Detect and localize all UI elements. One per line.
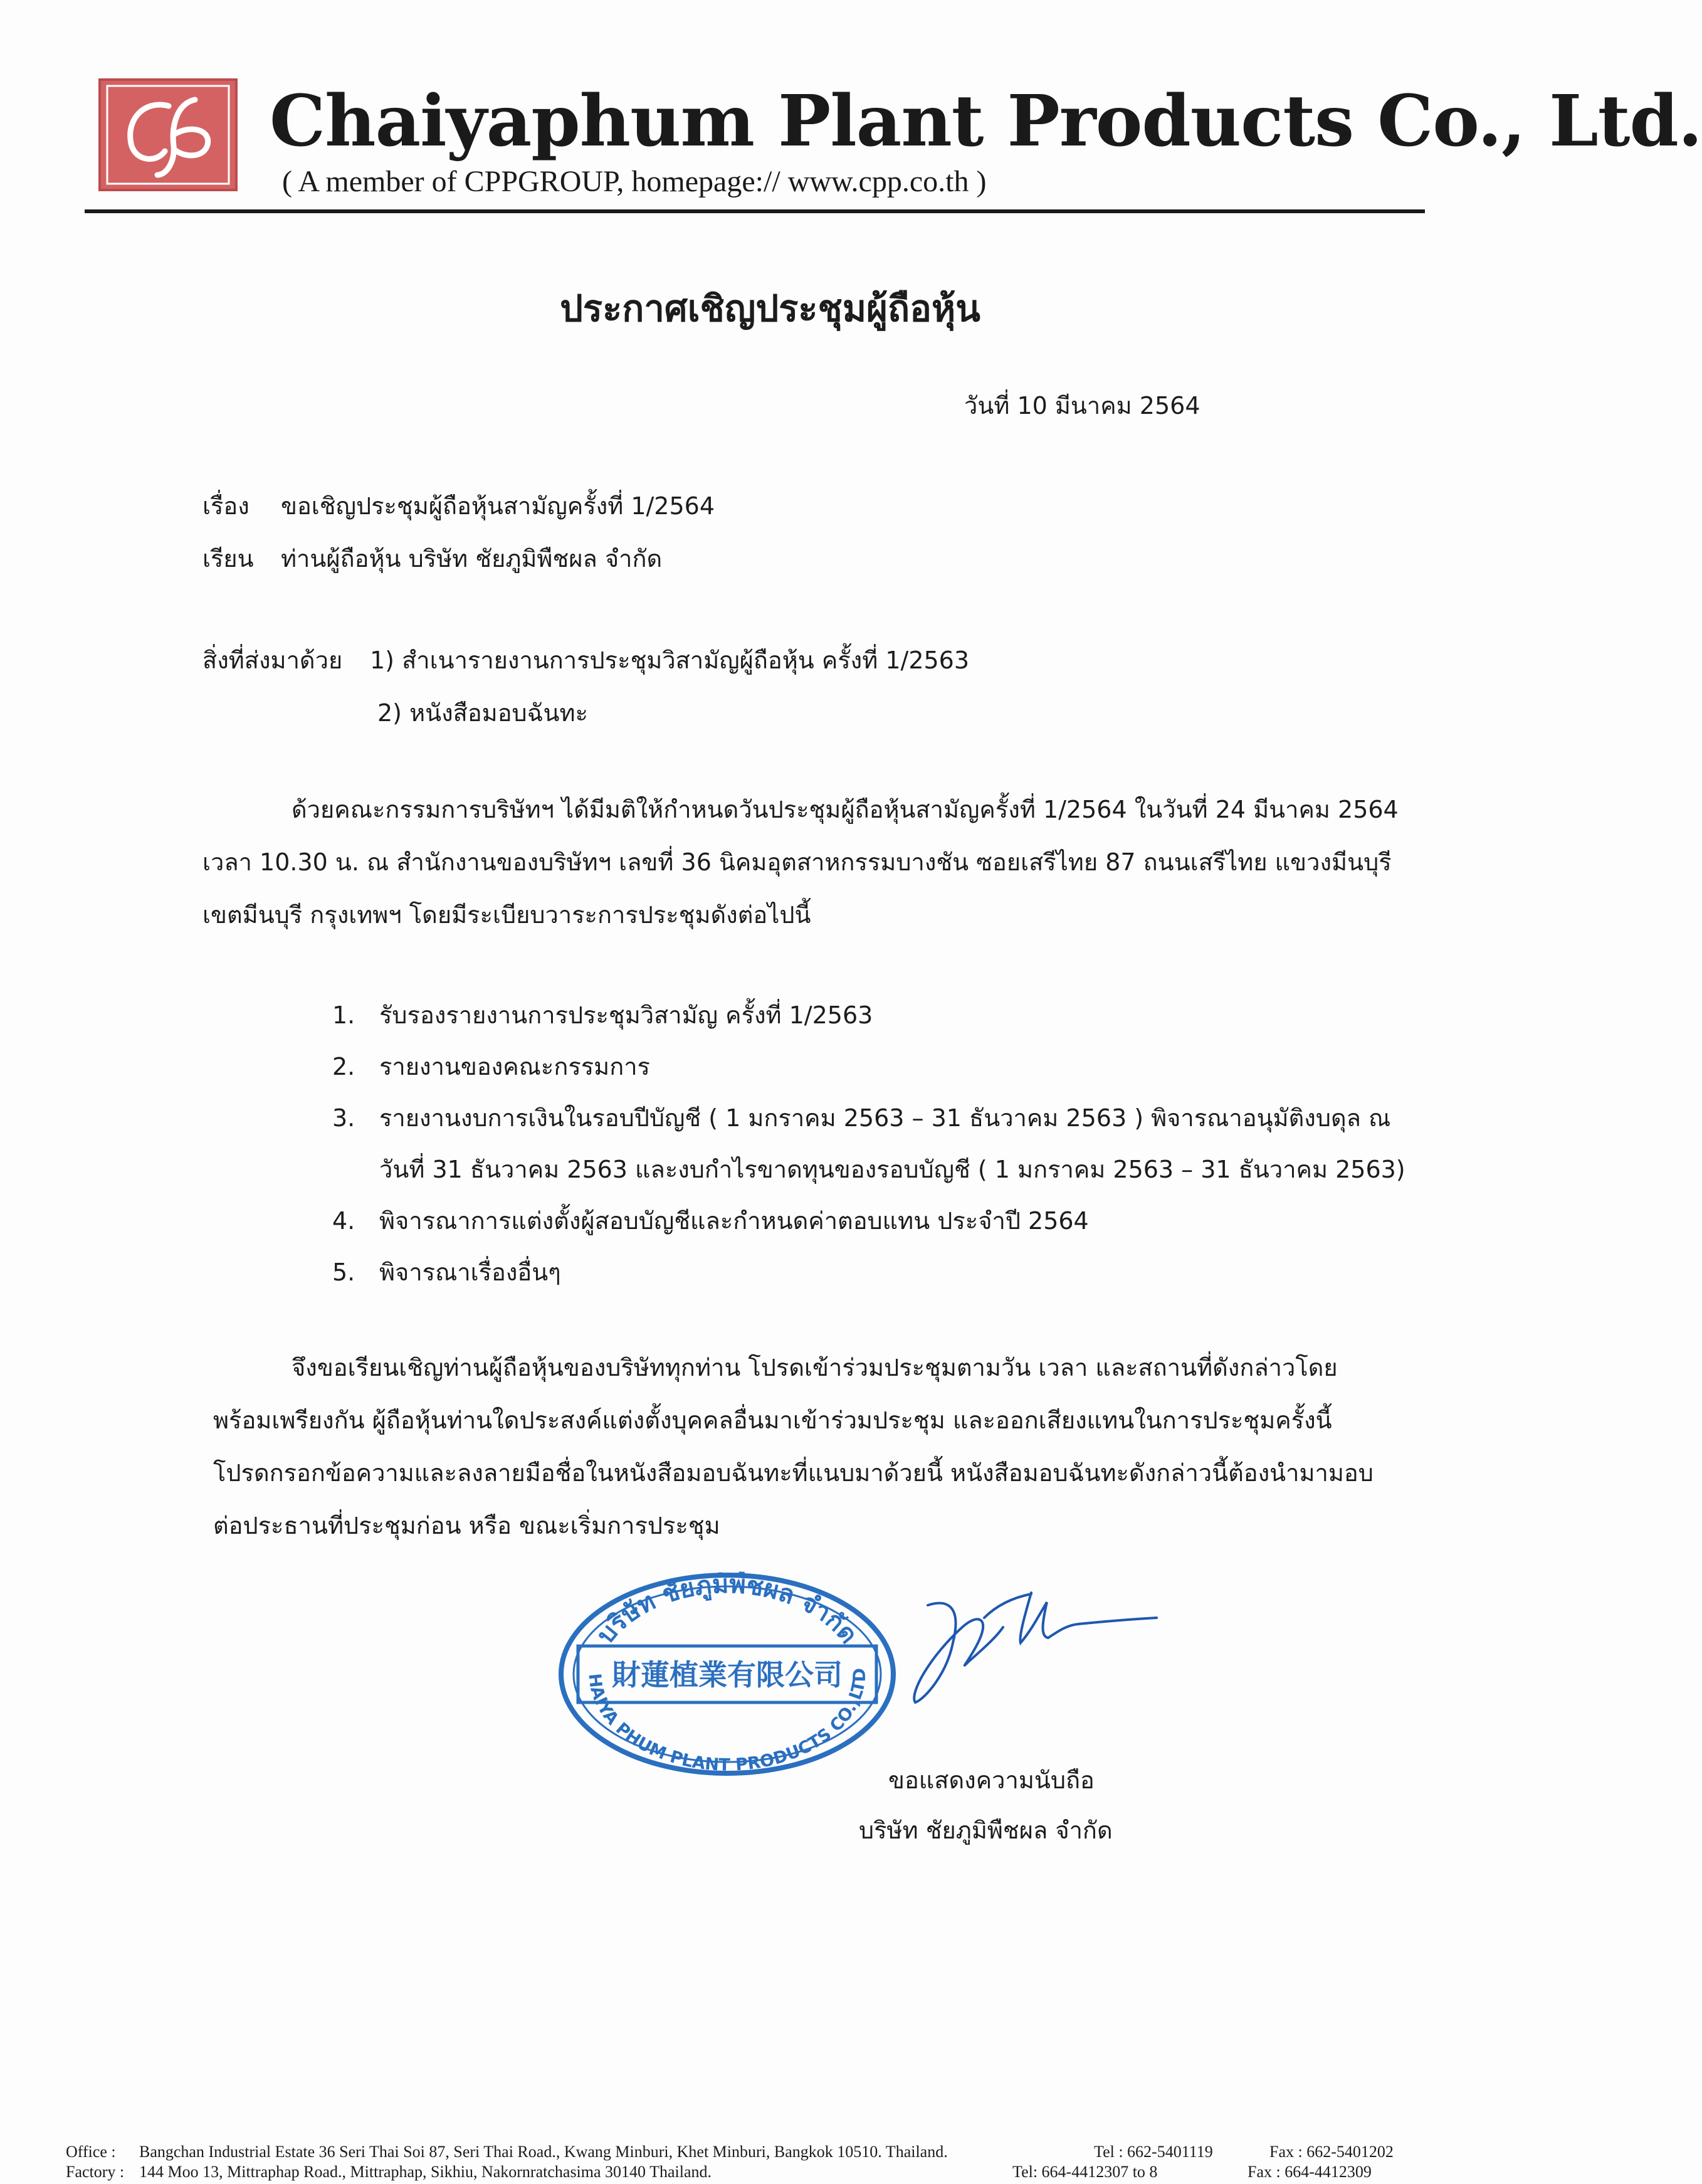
intro-line: ด้วยคณะกรรมการบริษัทฯ ได้มีมติให้กำหนดวันประชุมผู้ถือหุ้นสามัญครั้งที่ 1/2564 ในวันที่ 24 มีนาคม 2564 xyxy=(292,796,1399,823)
enclosure-label: สิ่งที่ส่งมาด้วย xyxy=(202,646,343,674)
closing-line: โปรดกรอกข้อความและลงลายมือชื่อในหนังสือมอบฉันทะที่แนบมาด้วยนี้ หนังสือมอบฉันทะดังกล่าวนี้ต้องนำมามอบ xyxy=(213,1459,1374,1487)
agenda-item: รับรองรายงานการประชุมวิสามัญ ครั้งที่ 1/2563 xyxy=(379,1001,873,1029)
closing-line: พร้อมเพรียงกัน ผู้ถือหุ้นท่านใดประสงค์แต่งตั้งบุคคลอื่นมาเข้าร่วมประชุม และออกเสียงแทนในการประชุมครั้งนี้ xyxy=(213,1406,1332,1434)
footer-factory-tel: Tel: 664-4412307 to 8 xyxy=(1012,2163,1158,2181)
company-name: Chaiyaphum Plant Products Co., Ltd. xyxy=(270,80,1702,162)
agenda-number: 2. xyxy=(332,1053,355,1080)
agenda-item: รายงานของคณะกรรมการ xyxy=(379,1053,650,1080)
footer-office-tel: Tel : 662-5401119 xyxy=(1094,2143,1213,2161)
agenda-number: 4. xyxy=(332,1207,355,1235)
footer-factory-address: 144 Moo 13, Mittraphap Road., Mittraphap, Sikhiu, Nakornratchasima 30140 Thailand. xyxy=(139,2163,712,2181)
agenda-number: 3. xyxy=(332,1104,355,1132)
seal-text-top: บริษัท ชัยภูมิพืชผล จำกัด xyxy=(591,1569,863,1650)
to-text: ท่านผู้ถือหุ้น บริษัท ชัยภูมิพืชผล จำกัด xyxy=(281,545,663,572)
sign-off: ขอแสดงความนับถือ xyxy=(888,1766,1095,1794)
intro-line: เวลา 10.30 น. ณ สำนักงานของบริษัทฯ เลขที่ 36 นิคมอุตสาหกรรมบางชัน ซอยเสรีไทย 87 ถนนเสรีไทย แขวงมีนบุรี xyxy=(202,848,1392,876)
seal-text-bottom: HAIYA PHUM PLANT PRODUCTS CO.,LTD xyxy=(584,1667,870,1775)
agenda-item: รายงานงบการเงินในรอบปีบัญชี ( 1 มกราคม 2563 – 31 ธันวาคม 2563 ) พิจารณาอนุมัติงบดุล ณ xyxy=(379,1104,1391,1132)
document-title: ประกาศเชิญประชุมผู้ถือหุ้น xyxy=(560,287,980,330)
agenda-item: พิจารณาการแต่งตั้งผู้สอบบัญชีและกำหนดค่าตอบแทน ประจำปี 2564 xyxy=(379,1207,1089,1235)
to-label: เรียน xyxy=(202,545,254,572)
agenda-item: พิจารณาเรื่องอื่นๆ xyxy=(379,1258,561,1286)
subject-label: เรื่อง xyxy=(202,492,250,520)
enclosure-item: 1) สำเนารายงานการประชุมวิสามัญผู้ถือหุ้น ครั้งที่ 1/2563 xyxy=(370,646,970,674)
agenda-number: 1. xyxy=(332,1001,355,1029)
document-date: วันที่ 10 มีนาคม 2564 xyxy=(964,392,1200,419)
header-divider xyxy=(85,209,1425,213)
agenda-item-continuation: วันที่ 31 ธันวาคม 2563 และงบกำไรขาดทุนของรอบบัญชี ( 1 มกราคม 2563 – 31 ธันวาคม 2563) xyxy=(379,1156,1405,1183)
company-seal-stamp-icon xyxy=(552,1568,903,1783)
footer-office-fax: Fax : 662-5401202 xyxy=(1269,2143,1394,2161)
closing-line: จึงขอเรียนเชิญท่านผู้ถือหุ้นของบริษัททุกท่าน โปรดเข้าร่วมประชุมตามวัน เวลา และสถานที่ดังกล่าวโดย xyxy=(292,1354,1338,1381)
footer-office-label: Office : xyxy=(66,2143,116,2161)
seal-text-middle: 財蓮植業有限公司 xyxy=(612,1658,843,1692)
footer-office-address: Bangchan Industrial Estate 36 Seri Thai Soi 87, Seri Thai Road., Kwang Minburi, Khet Minburi, Bangkok 10510. Thailand. xyxy=(139,2143,948,2161)
footer-factory-label: Factory : xyxy=(66,2163,125,2181)
agenda-number: 5. xyxy=(332,1258,355,1286)
handwritten-signature-icon xyxy=(903,1568,1166,1714)
signatory: บริษัท ชัยภูมิพืชผล จำกัด xyxy=(859,1817,1113,1844)
member-line: ( A member of CPPGROUP, homepage:// www.cpp.co.th ) xyxy=(282,165,987,198)
enclosure-item: 2) หนังสือมอบฉันทะ xyxy=(377,699,588,727)
cp-monogram-logo-icon xyxy=(98,78,238,191)
subject-text: ขอเชิญประชุมผู้ถือหุ้นสามัญครั้งที่ 1/2564 xyxy=(281,492,715,520)
footer-factory-fax: Fax : 664-4412309 xyxy=(1248,2163,1372,2181)
intro-line: เขตมีนบุรี กรุงเทพฯ โดยมีระเบียบวาระการประชุมดังต่อไปนี้ xyxy=(202,901,811,929)
closing-line: ต่อประธานที่ประชุมก่อน หรือ ขณะเริ่มการประชุม xyxy=(213,1512,720,1539)
